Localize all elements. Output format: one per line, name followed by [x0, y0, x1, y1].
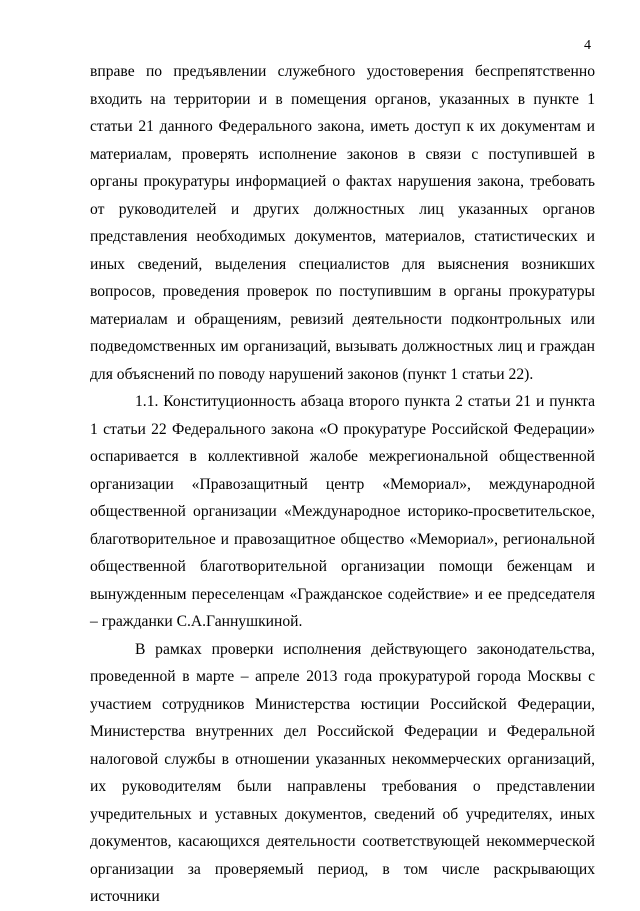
- page-number: 4: [584, 38, 591, 53]
- paragraph-inspection: В рамках проверки исполнения действующего законодательства, проведенной в марте – апреле 2013 года прокуратурой города Москвы с участием сотрудников Министерства юстиции Российской Федерации, Министерства внутренних дел Российской Федерации и Федеральной налоговой службы в отношении указанных некоммерческих организаций, их руководителям были направлены требования о представлении учредительных и уставных документов, сведений об учредителях, иных документов, касающихся деятельности соответствующей некоммерческой организации за проверяемый период, в том числе раскрывающих источники: [90, 640, 595, 905]
- paragraph-continuation: вправе по предъявлении служебного удостоверения беспрепятственно входить на территории и в помещения органов, указанных в пункте 1 статьи 21 данного Федерального закона, иметь доступ к их документам и материалам, проверять исполнение законов в связи с поступившей в органы прокуратуры информацией о фактах нарушения закона, требовать от руководителей и других должностных лиц указанных органов представления необходимых документов, материалов, статистических и иных сведений, выделения специалистов для выяснения возникших вопросов, проведения проверок по поступившим в органы прокуратуры материалам и обращениям, ревизий деятельности подконтрольных или подведомственных им организаций, вызывать должностных лиц и граждан для объяснений по поводу нарушений законов (пункт 1 статьи 22).: [90, 63, 595, 383]
- document-body: [90, 58, 595, 911]
- paragraph-1-1: 1.1. Конституционность абзаца второго пункта 2 статьи 21 и пункта 1 статьи 22 Федерального закона «О прокуратуре Российской Федерации» оспаривается в коллективной жалобе межрегиональной общественной организации «Правозащитный центр «Мемориал», международной общественной организации «Международное историко-просветительское, благотворительное и правозащитное общество «Мемориал», региональной общественной благотворительной организации помощи беженцам и вынужденным переселенцам «Гражданское содействие» и ее председателя – гражданки С.А.Ганнушкиной.: [90, 393, 595, 630]
